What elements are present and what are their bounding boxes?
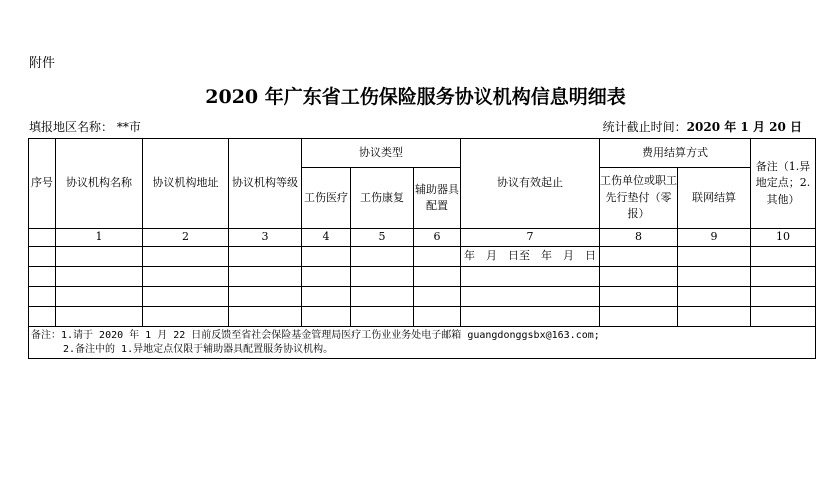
table-cell[interactable]	[751, 267, 816, 287]
table-cell[interactable]	[229, 287, 302, 307]
header-settle-group: 费用结算方式	[600, 139, 751, 168]
fill-area-value: **市	[116, 120, 141, 134]
table-cell[interactable]	[351, 287, 414, 307]
attachment-label: 附件	[29, 56, 56, 71]
header-level: 协议机构等级	[229, 139, 302, 229]
header-type-group: 协议类型	[302, 139, 461, 168]
header-address: 协议机构地址	[143, 139, 229, 229]
table-row	[29, 267, 816, 287]
table-cell[interactable]	[302, 267, 351, 287]
header-seq: 序号	[29, 139, 56, 229]
col-number-blank	[29, 229, 56, 247]
table-cell[interactable]	[600, 307, 678, 327]
table-cell[interactable]	[56, 267, 143, 287]
notes-row	[29, 327, 816, 359]
table-cell[interactable]	[351, 267, 414, 287]
note-line-1: 备注：1.请于 2020 年 1 月 22 日前反馈至省社会保险基金管理局医疗工伤业业务处电子邮箱 guangdonggsbx@163.com;	[31, 330, 600, 341]
table-cell[interactable]	[461, 287, 600, 307]
table-row	[29, 307, 816, 327]
table-cell[interactable]	[56, 287, 143, 307]
col-number: 4	[302, 229, 351, 247]
table-cell[interactable]	[461, 307, 600, 327]
header-type-medical: 工伤医疗	[302, 168, 351, 229]
table-cell[interactable]	[678, 267, 751, 287]
table-cell[interactable]	[229, 307, 302, 327]
col-number: 6	[414, 229, 461, 247]
table-cell[interactable]	[678, 307, 751, 327]
table-row	[29, 247, 816, 267]
table-cell[interactable]	[461, 267, 600, 287]
table-cell[interactable]	[302, 287, 351, 307]
header-settle-online: 联网结算	[678, 168, 751, 229]
institution-table	[28, 138, 816, 359]
table-cell[interactable]	[414, 287, 461, 307]
table-cell[interactable]	[29, 267, 56, 287]
col-number: 2	[143, 229, 229, 247]
header-valid-period: 协议有效起止	[461, 139, 600, 229]
table-cell[interactable]	[751, 287, 816, 307]
table-cell[interactable]	[143, 287, 229, 307]
table-cell[interactable]	[678, 247, 751, 267]
table-cell[interactable]	[229, 267, 302, 287]
header-type-aids: 辅助器具配置	[414, 168, 461, 229]
date-range-cell[interactable]: 年 月 日至 年 月 日	[461, 247, 600, 267]
fill-area	[29, 118, 141, 135]
table-cell[interactable]	[302, 307, 351, 327]
table-cell[interactable]	[751, 247, 816, 267]
column-number-row	[29, 229, 816, 247]
table-cell[interactable]	[414, 267, 461, 287]
table-cell[interactable]	[351, 307, 414, 327]
table-cell[interactable]	[143, 247, 229, 267]
table-cell[interactable]	[751, 307, 816, 327]
fill-area-label: 填报地区名称：	[29, 120, 114, 134]
cutoff-value: 2020 年 1 月 20 日	[686, 120, 802, 134]
note-line-2: 2.备注中的 1.异地定点仅限于辅助器具配置服务协议机构。	[63, 343, 334, 355]
col-number: 3	[229, 229, 302, 247]
notes-cell	[29, 327, 816, 359]
table-cell[interactable]	[143, 267, 229, 287]
col-number: 5	[351, 229, 414, 247]
table-cell[interactable]	[600, 267, 678, 287]
table-row	[29, 287, 816, 307]
table-cell[interactable]	[302, 247, 351, 267]
header-settle-advance: 工伤单位或职工先行垫付（零报）	[600, 168, 678, 229]
table-cell[interactable]	[414, 307, 461, 327]
table-cell[interactable]	[29, 247, 56, 267]
table-cell[interactable]	[678, 287, 751, 307]
cutoff-label: 统计截止时间：	[602, 120, 687, 134]
table-cell[interactable]	[600, 247, 678, 267]
table-cell[interactable]	[229, 247, 302, 267]
header-name: 协议机构名称	[56, 139, 143, 229]
table-cell[interactable]	[29, 307, 56, 327]
header-type-rehab: 工伤康复	[351, 168, 414, 229]
col-number: 10	[751, 229, 816, 247]
col-number: 8	[600, 229, 678, 247]
header-remarks: 备注（1.异地定点；2.其他）	[751, 139, 816, 229]
table-cell[interactable]	[56, 307, 143, 327]
table-cell[interactable]	[600, 287, 678, 307]
table-cell[interactable]	[414, 247, 461, 267]
col-number: 9	[678, 229, 751, 247]
table-cell[interactable]	[56, 247, 143, 267]
table-cell[interactable]	[29, 287, 56, 307]
col-number: 1	[56, 229, 143, 247]
col-number: 7	[461, 229, 600, 247]
cutoff-time	[603, 118, 802, 135]
table-cell[interactable]	[351, 247, 414, 267]
table-cell[interactable]	[143, 307, 229, 327]
page-title: 2020 年广东省工伤保险服务协议机构信息明细表	[205, 86, 626, 108]
